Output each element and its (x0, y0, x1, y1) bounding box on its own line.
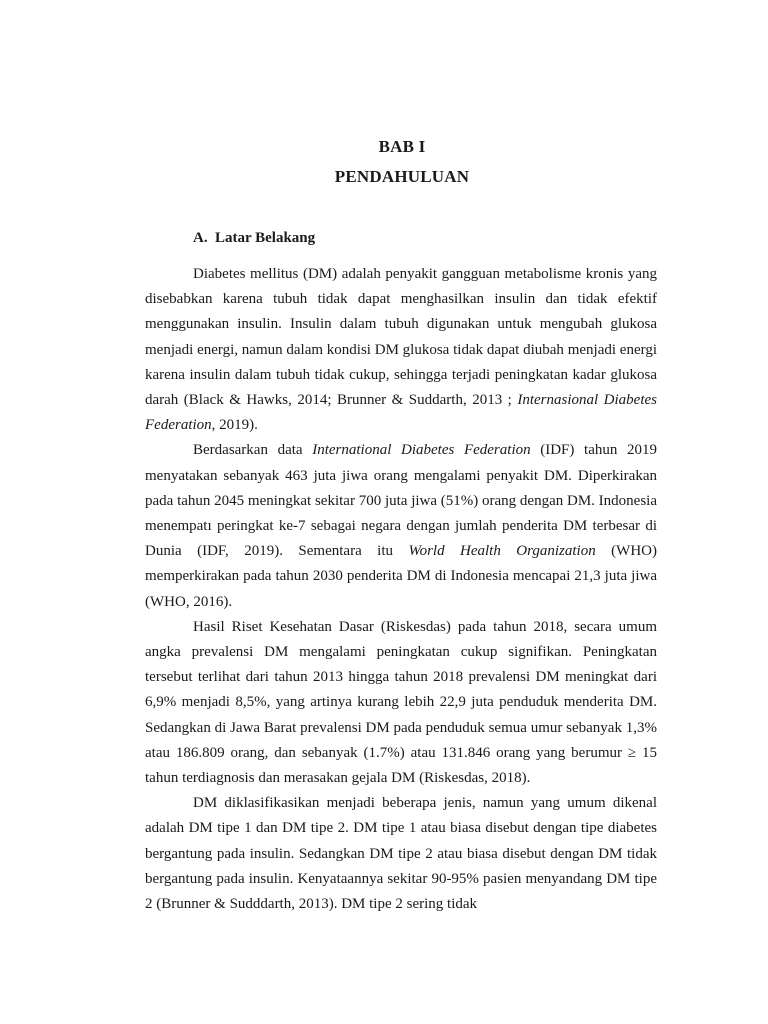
text-run: , 2019). (211, 417, 258, 434)
italic-text: World Health Organization (408, 543, 596, 560)
text-run: (IDF) tahun 2019 menyatakan sebanyak 463 juta jiwa orang mengalami penyakit DM. Diperkirakan pada tahun 2045 meningkat sekitar 700 juta jiwa (51%) orang dengan DM. Indonesia menempatı peringkat ke-7 sebagai negara dengan jumlah penderita DM terbesar di Dunia (IDF, 2019). Sementara itu (145, 442, 657, 560)
text-run: DM diklasifikasikan menjadi beberapa jenis, namun yang umum dikenal adalah DM tipe 1 dan DM tipe 2. DM tipe 1 atau biasa disebut dengan tipe diabetes bergantung pada insulin. Sedangkan DM tipe 2 atau biasa disebut dengan DM tidak bergantung pada insulin. Kenyataannya sekitar 90-95% pasien menyandang DM tipe 2 (Brunner & Sudddarth, 2013). DM tipe 2 sering tidak (145, 795, 657, 913)
section-heading (193, 230, 315, 247)
paragraph (145, 615, 657, 791)
paragraph (145, 791, 657, 917)
italic-text: Internasional Diabetes Federation (145, 392, 657, 434)
chapter-title: PENDAHULUAN (334, 167, 470, 186)
paragraph (145, 262, 657, 438)
text-run: Diabetes mellitus (DM) adalah penyakit gangguan metabolisme kronis yang disebabkan karena tubuh tidak dapat menghasilkan insulin dan tidak efektif menggunakan insulin. Insulin dalam tubuh digunakan untuk mengubah glukosa menjadi energi, namun dalam kondisi DM glukosa tidak dapat diubah menjadi energi karena insulin dalam tubuh tidak cukup, sehingga terjadi peningkatan kadar glukosa darah (Black & Hawks, 2014; Brunner & Suddarth, 2013 ; (145, 266, 657, 409)
body-text (145, 262, 657, 917)
text-run: Hasil Riset Kesehatan Dasar (Riskesdas) pada tahun 2018, secara umum angka prevalensi DM mengalami peningkatan cukup signifikan. Peningkatan tersebut terlihat dari tahun 2013 hingga tahun 2018 prevalensi DM meningkat dari 6,9% menjadi 8,5%, yang artinya kurang lebih 22,9 juta penduduk menderita DM. Sedangkan di Jawa Barat prevalensi DM pada penduduk semua umur sebanyak 1,3% atau 186.809 orang, dan sebanyak (1.7%) atau 131.846 orang yang berumur ≥ 15 tahun terdiagnosis dan merasakan gejala DM (Riskesdas, 2018). (145, 618, 657, 787)
paragraph (145, 438, 657, 614)
chapter-number: BAB I (378, 137, 426, 156)
text-run: Berdasarkan data (193, 442, 313, 459)
italic-text: International Diabetes Federation (312, 442, 531, 459)
section-title: Latar Belakang (215, 230, 316, 246)
text-run: (WHO) memperkirakan pada tahun 2030 penderita DM di Indonesia mencapai 21,3 juta jiwa (WHO, 2016). (145, 543, 657, 610)
section-letter: A. (193, 230, 208, 246)
